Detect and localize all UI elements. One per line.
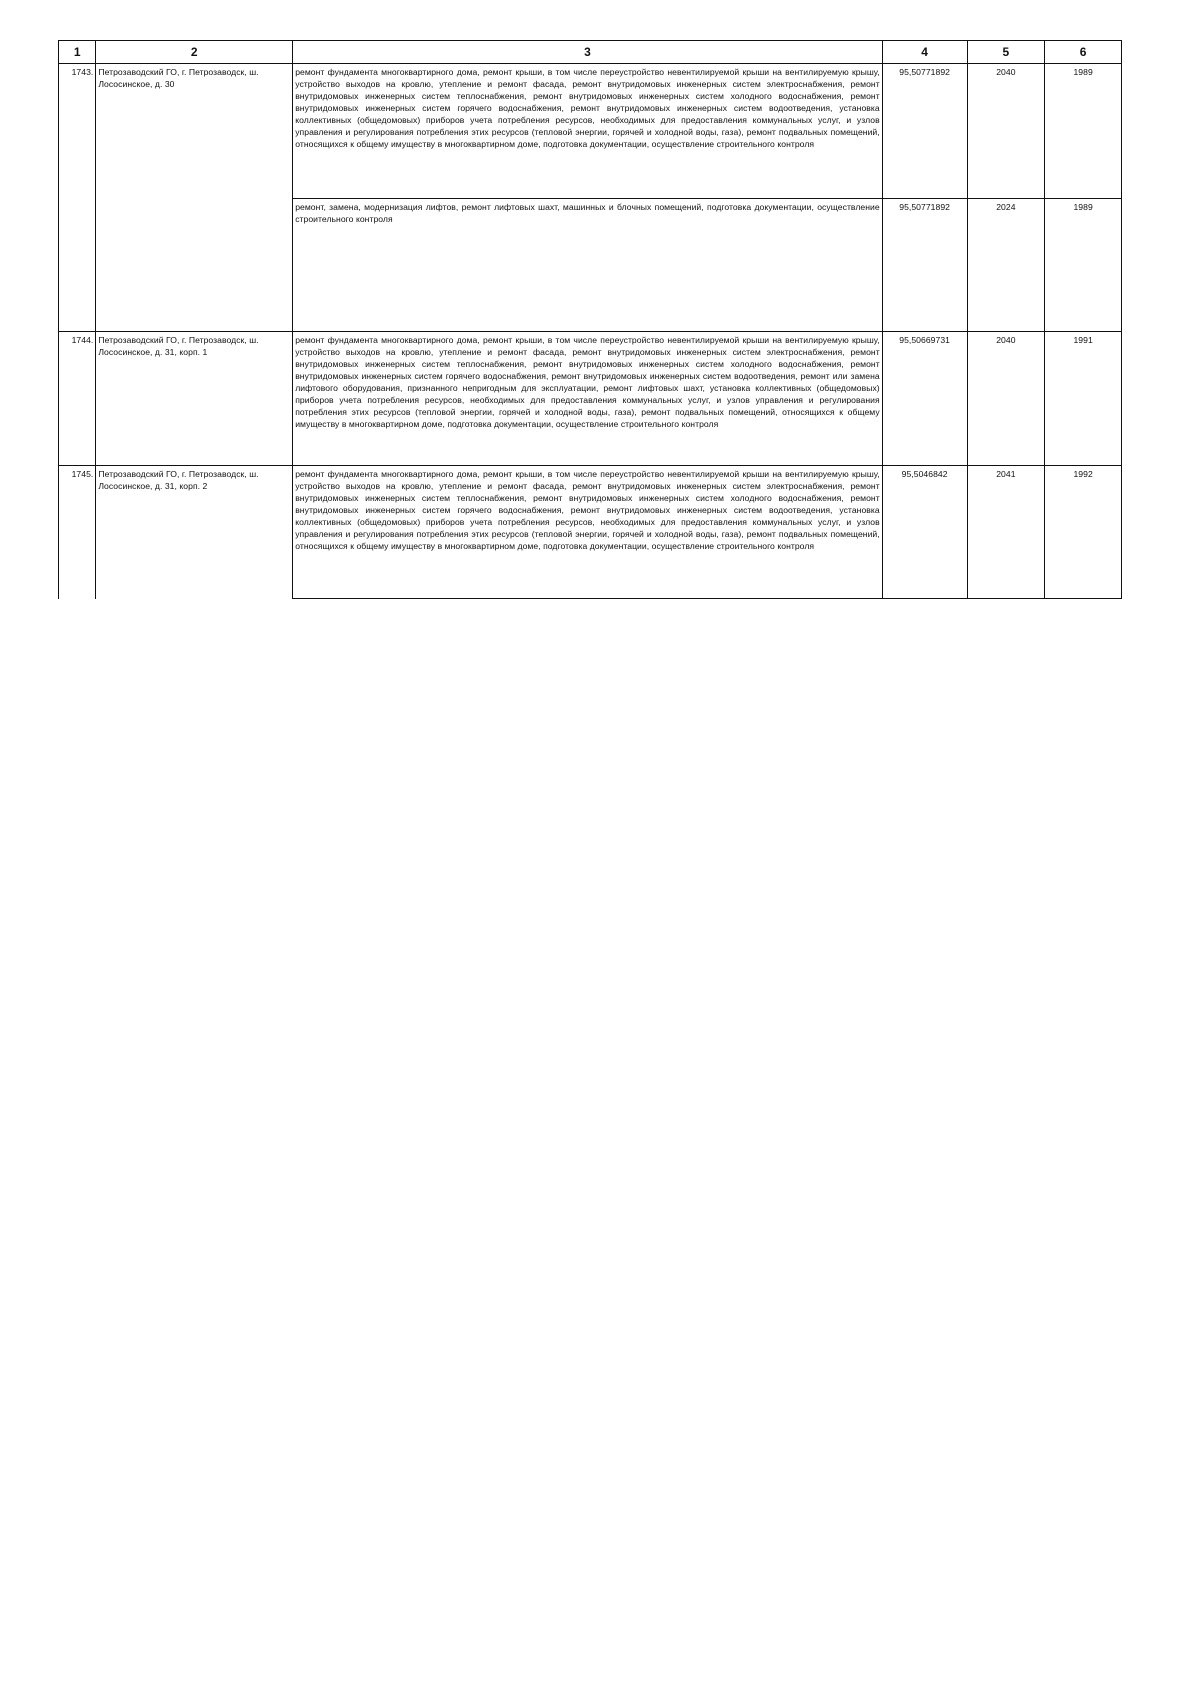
- header-col-6: 6: [1045, 41, 1122, 64]
- col4-value: 95,5046842: [882, 466, 967, 599]
- row-address: Петрозаводский ГО, г. Петрозаводск, ш. Лососинское, д. 31, корп. 2: [96, 466, 293, 599]
- work-description: ремонт, замена, модернизация лифтов, ремонт лифтовых шахт, машинных и блочных помещений, подготовка документации, осуществление строительного контроля: [293, 199, 883, 332]
- header-col-5: 5: [967, 41, 1045, 64]
- table-body: [59, 64, 1122, 599]
- col6-year: 1989: [1045, 64, 1122, 199]
- col4-value: 95,50771892: [882, 199, 967, 332]
- col5-year: 2040: [967, 332, 1045, 466]
- col5-year: 2041: [967, 466, 1045, 599]
- header-row: [59, 41, 1122, 64]
- table-row: [59, 466, 1122, 599]
- col4-value: 95,50669731: [882, 332, 967, 466]
- col5-year: 2024: [967, 199, 1045, 332]
- table-row: [59, 64, 1122, 199]
- col6-year: 1991: [1045, 332, 1122, 466]
- row-address: Петрозаводский ГО, г. Петрозаводск, ш. Лососинское, д. 30: [96, 64, 293, 199]
- row-number: 1745.: [59, 466, 96, 599]
- header-col-2: 2: [96, 41, 293, 64]
- table-row: [59, 332, 1122, 466]
- header-col-3: 3: [293, 41, 883, 64]
- col4-value: 95,50771892: [882, 64, 967, 199]
- col6-year: 1992: [1045, 466, 1122, 599]
- header-col-4: 4: [882, 41, 967, 64]
- work-description: ремонт фундамента многоквартирного дома, ремонт крыши, в том числе переустройство невентилируемой крыши на вентилируемую крышу, устройство выходов на кровлю, утепление и ремонт фасада, ремонт внутридомовых инженерных систем электроснабжения, ремонт внутридомовых инженерных систем теплоснабжения, ремонт внутридомовых инженерных систем холодного водоснабжения, ремонт внутридомовых инженерных систем горячего водоснабжения, ремонт внутридомовых инженерных систем водоотведения, ремонт или замена лифтового оборудования, признанного непригодным для эксплуатации, ремонт лифтовых шахт, установка коллективных (общедомовых) приборов учета потребления ресурсов, необходимых для предоставления коммунальных услуг, и узлов управления и регулирования потребления этих ресурсов (тепловой энергии, горячей и холодной воды, газа), ремонт подвальных помещений, относящихся к общему имуществу в многоквартирном доме, подготовка документации, осуществление строительного контроля: [293, 332, 883, 466]
- row-number-continuation: [59, 199, 96, 332]
- row-number: 1743.: [59, 64, 96, 199]
- row-number: 1744.: [59, 332, 96, 466]
- table-row: [59, 199, 1122, 332]
- work-description: ремонт фундамента многоквартирного дома, ремонт крыши, в том числе переустройство невентилируемой крыши на вентилируемую крышу, устройство выходов на кровлю, утепление и ремонт фасада, ремонт внутридомовых инженерных систем электроснабжения, ремонт внутридомовых инженерных систем теплоснабжения, ремонт внутридомовых инженерных систем холодного водоснабжения, ремонт внутридомовых инженерных систем горячего водоснабжения, ремонт внутридомовых инженерных систем водоотведения, установка коллективных (общедомовых) приборов учета потребления ресурсов, необходимых для предоставления коммунальных услуг, и узлов управления и регулирования потребления этих ресурсов (тепловой энергии, горячей и холодной воды, газа), ремонт подвальных помещений, относящихся к общему имуществу в многоквартирном доме, подготовка документации, осуществление строительного контроля: [293, 466, 883, 599]
- col5-year: 2040: [967, 64, 1045, 199]
- row-address-continuation: [96, 199, 293, 332]
- row-address: Петрозаводский ГО, г. Петрозаводск, ш. Лососинское, д. 31, корп. 1: [96, 332, 293, 466]
- work-description: ремонт фундамента многоквартирного дома, ремонт крыши, в том числе переустройство невентилируемой крыши на вентилируемую крышу, устройство выходов на кровлю, утепление и ремонт фасада, ремонт внутридомовых инженерных систем электроснабжения, ремонт внутридомовых инженерных систем теплоснабжения, ремонт внутридомовых инженерных систем холодного водоснабжения, ремонт внутридомовых инженерных систем горячего водоснабжения, ремонт внутридомовых инженерных систем водоотведения, установка коллективных (общедомовых) приборов учета потребления ресурсов, необходимых для предоставления коммунальных услуг, и узлов управления и регулирования потребления этих ресурсов (тепловой энергии, горячей и холодной воды, газа), ремонт подвальных помещений, относящихся к общему имуществу в многоквартирном доме, подготовка документации, осуществление строительного контроля: [293, 64, 883, 199]
- table-header: [59, 41, 1122, 64]
- header-col-1: 1: [59, 41, 96, 64]
- col6-year: 1989: [1045, 199, 1122, 332]
- document-page: [58, 40, 1122, 599]
- capital-repair-table: [58, 40, 1122, 599]
